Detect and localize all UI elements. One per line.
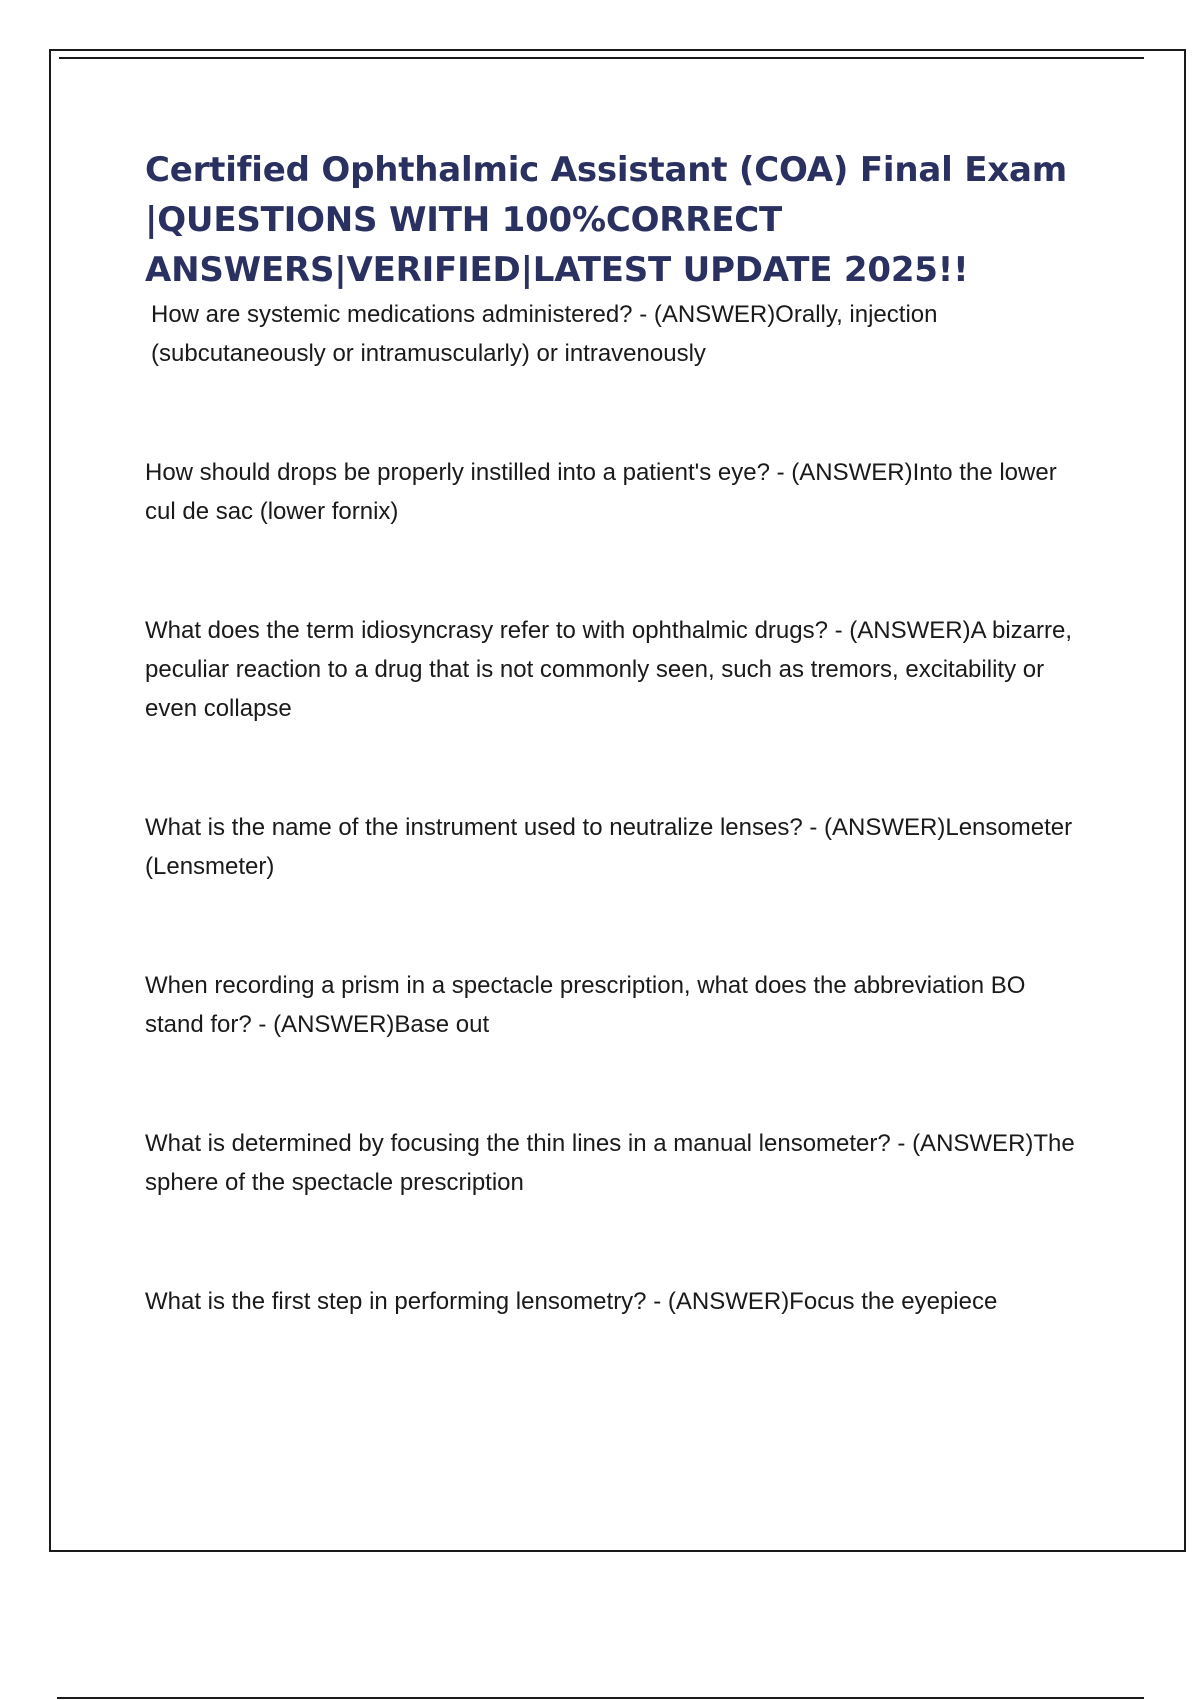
qa-separator: - xyxy=(251,1011,274,1038)
qa-separator: - xyxy=(632,301,654,328)
answer-text: (ANSWER)Into the lower cul de sac (lower fornix) xyxy=(145,459,1057,525)
qa-item-7 xyxy=(145,1282,1085,1321)
qa-item-1 xyxy=(145,295,1085,373)
qa-separator: - xyxy=(890,1130,913,1157)
answer-text: (ANSWER)Focus the eyepiece xyxy=(667,1288,998,1315)
qa-item-4 xyxy=(145,808,1085,886)
qa-separator: - xyxy=(802,814,825,841)
question-text: When recording a prism in a spectacle prescription, what does the abbreviation BO stand for? xyxy=(145,972,1026,1038)
title-line-3: ANSWERS|VERIFIED|LATEST UPDATE 2025!! xyxy=(145,250,969,290)
question-text: How should drops be properly instilled into a patient's eye? xyxy=(145,459,770,486)
answer-text: (ANSWER)Lensometer (Lensmeter) xyxy=(145,814,1073,880)
title-line-1: Certified Ophthalmic Assistant (COA) Final Exam xyxy=(145,150,1067,190)
bottom-rule xyxy=(57,1697,1144,1699)
qa-item-3 xyxy=(145,611,1085,728)
qa-separator: - xyxy=(827,617,850,644)
title-line-2: |QUESTIONS WITH 100%CORRECT xyxy=(145,200,783,240)
question-text: How are systemic medications administered? xyxy=(151,301,633,328)
question-text: What is the first step in performing lensometry? xyxy=(145,1288,647,1315)
question-text: What is determined by focusing the thin lines in a manual lensometer? xyxy=(145,1130,891,1157)
qa-item-6 xyxy=(145,1124,1085,1202)
qa-item-2 xyxy=(145,453,1085,531)
answer-text: (ANSWER)Orally, injection (subcutaneously or intramuscularly) or intravenously xyxy=(151,301,938,367)
qa-item-5 xyxy=(145,966,1085,1044)
answer-text: (ANSWER)A bizarre, peculiar reaction to a drug that is not commonly seen, such as tremors, excitability or even collapse xyxy=(145,617,1072,722)
question-text: What does the term idiosyncrasy refer to with ophthalmic drugs? xyxy=(145,617,828,644)
question-text: What is the name of the instrument used to neutralize lenses? xyxy=(145,814,803,841)
top-rule xyxy=(59,57,1144,59)
document-content xyxy=(145,145,1085,1321)
answer-text: (ANSWER)Base out xyxy=(273,1011,490,1038)
answer-text: (ANSWER)The sphere of the spectacle prescription xyxy=(145,1130,1075,1196)
document-title xyxy=(145,145,1085,295)
qa-separator: - xyxy=(646,1288,668,1315)
qa-separator: - xyxy=(769,459,792,486)
